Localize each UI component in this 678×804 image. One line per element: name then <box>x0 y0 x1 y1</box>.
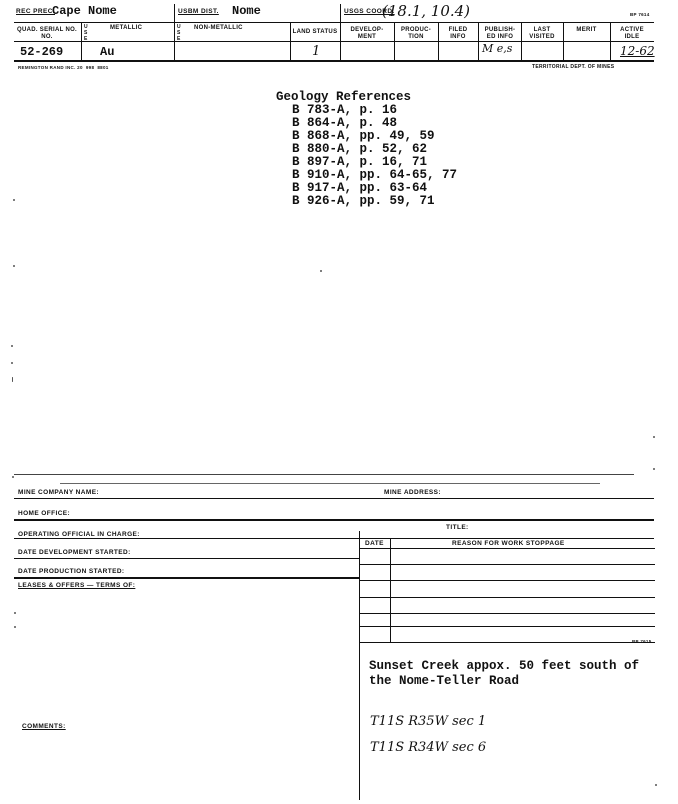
mine-company-name-label: MINE COMPANY NAME: <box>18 489 99 496</box>
location-note: Sunset Creek appox. 50 feet south of the Nome-Teller Road <box>369 659 640 688</box>
value-quad-serial: 52-269 <box>20 45 64 59</box>
operating-official-label: OPERATING OFFICIAL IN CHARGE: <box>18 531 140 538</box>
usbm-dist-label: USBM DIST. <box>178 8 219 15</box>
col-filed-info: FILED INFO <box>448 27 468 40</box>
col-production: PRODUC- TION <box>400 27 432 40</box>
date-column-header: DATE <box>365 540 384 547</box>
geology-references <box>276 91 457 208</box>
geology-ref: B 897-A, p. 16, 71 <box>292 155 428 169</box>
col-metallic-use: U S E <box>84 24 88 42</box>
value-published-info: M e,s <box>482 42 513 55</box>
leases-label: LEASES & OFFERS — TERMS OF: <box>18 582 136 589</box>
col-metallic: METALLIC <box>110 25 143 31</box>
geology-ref: B 868-A, pp. 49, 59 <box>292 129 435 143</box>
value-active-idle: 12-62 <box>620 44 655 58</box>
usbm-dist-value: Nome <box>232 4 261 18</box>
geology-ref: B 917-A, pp. 63-64 <box>292 181 428 195</box>
col-quad-serial: QUAD. SERIAL NO. NO. <box>16 27 78 40</box>
col-land-status: LAND STATUS <box>292 29 338 35</box>
usgs-coord-label: USGS COORD. <box>344 8 395 15</box>
col-merit: MERIT <box>576 27 597 33</box>
value-land-status: 1 <box>312 44 321 59</box>
date-development-label: DATE DEVELOPMENT STARTED: <box>18 549 131 556</box>
col-last-visited: LAST VISITED <box>529 27 555 40</box>
geology-ref: B 880-A, p. 52, 62 <box>292 142 428 156</box>
mine-address-label: MINE ADDRESS: <box>384 489 441 496</box>
value-metallic: Au <box>100 45 115 59</box>
rec-prec-value: Cape Nome <box>52 4 117 18</box>
form-number: BP 7614 <box>630 12 650 17</box>
col-non-metallic: NON-METALLIC <box>194 25 243 31</box>
geology-ref: B 926-A, pp. 59, 71 <box>292 194 435 208</box>
rec-prec-label: REC PREC. <box>16 8 55 15</box>
reason-column-header: REASON FOR WORK STOPPAGE <box>452 540 565 547</box>
geology-title: Geology References <box>276 90 412 104</box>
col-active-idle: ACTIVE IDLE <box>620 27 644 40</box>
handwritten-location-1: T11S R35W sec 1 <box>370 714 487 729</box>
title-label: TITLE: <box>446 524 469 531</box>
handwritten-location-2: T11S R34W sec 6 <box>370 740 487 755</box>
lower-form-number: BP 7615 <box>632 639 652 644</box>
col-published-info: PUBLISH- ED INFO <box>484 27 516 40</box>
col-non-metallic-use: U S E <box>177 24 181 42</box>
usgs-coord-value: (18.1, 10.4) <box>382 2 471 20</box>
col-development: DEVELOP- MENT <box>350 27 384 40</box>
home-office-label: HOME OFFICE: <box>18 510 71 517</box>
geology-ref: B 910-A, pp. 64-65, 77 <box>292 168 458 182</box>
date-production-label: DATE PRODUCTION STARTED: <box>18 568 125 575</box>
geology-ref: B 864-A, p. 48 <box>292 116 398 130</box>
geology-ref: B 783-A, p. 16 <box>292 103 398 117</box>
comments-label: COMMENTS: <box>22 723 66 730</box>
footer-territorial: TERRITORIAL DEPT. OF MINES <box>532 64 615 70</box>
footer-printer: REMINGTON RAND INC. 20 998 8801 <box>18 65 109 70</box>
